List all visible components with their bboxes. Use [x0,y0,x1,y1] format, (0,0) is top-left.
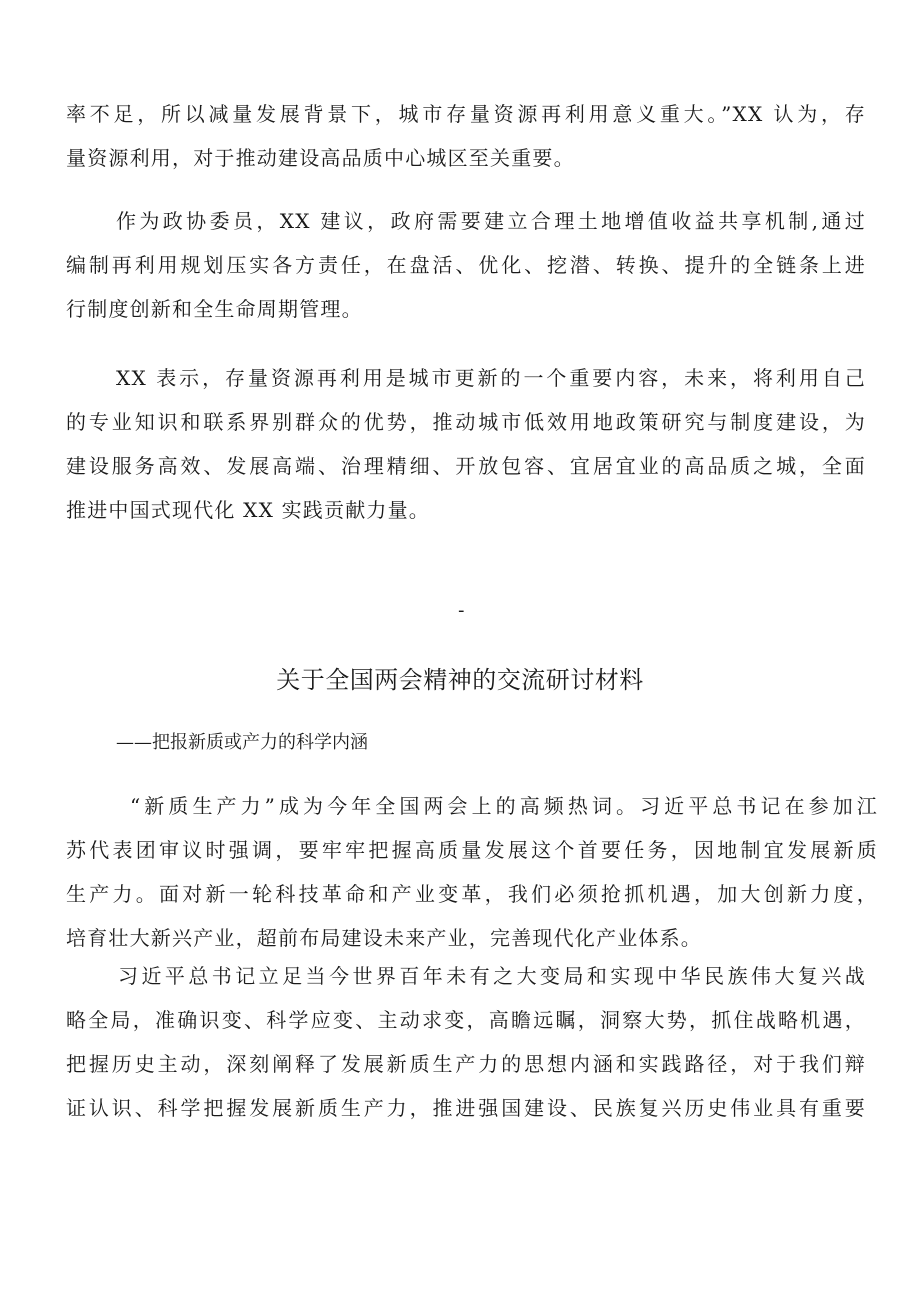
text-line: 把握历史主动，深刻阐释了发展新质生产力的思想内涵和实践路径，对于我们辩 [66,1052,866,1076]
text-line: 的专业知识和联系界别群众的优势，推动城市低效用地政策研究与制度建设，为 [66,410,866,434]
section-title: 关于全国两会精神的交流研讨材料 [276,666,644,694]
text-line: 行制度创新和全生命周期管理。 [66,297,363,321]
paragraph-5 [66,954,866,1130]
text-line: 证认识、科学把握发展新质生产力，推进强国建设、民族复兴历史伟业具有重要 [66,1096,866,1120]
text-line: 生产力。面对新一轮科技革命和产业变革，我们必须抢抓机遇，加大创新力度， [66,882,878,906]
text-line: 建设服务高效、发展高端、治理精细、开放包容、宜居宜业的高品质之城，全面 [66,454,866,478]
text-line: 推进中国式现代化 XX 实践贡献力量。 [66,498,430,522]
text-line: XX 表示，存量资源再利用是城市更新的一个重要内容，未来，将利用自己 [116,366,866,390]
text-line: 编制再利用规划压实各方责任，在盘活、优化、挖潜、转换、提升的全链条上进 [66,253,866,277]
text-line: 量资源利用，对于推动建设高品质中心城区至关重要。 [66,146,575,170]
text-line: 习近平总书记立足当今世界百年未有之大变局和实现中华民族伟大复兴战 [118,964,866,988]
paragraph-1 [66,92,866,180]
text-line: 苏代表团审议时强调，要牢牢把握高质量发展这个首要任务，因地制宜发展新质 [66,838,878,862]
section-subtitle: ——把报新质或产力的科学内涵 [116,732,368,753]
paragraph-2 [66,199,866,331]
text-line: 略全局，准确识变、科学应变、主动求变，高瞻远瞩，洞察大势，抓住战略机遇， [66,1008,866,1032]
paragraph-3 [66,356,866,532]
paragraph-4 [66,784,878,960]
text-line: 作为政协委员，XX 建议，政府需要建立合理土地增值收益共享机制,通过 [116,209,866,233]
text-line: 培育壮大新兴产业，超前布局建设未来产业，完善现代化产业体系。 [66,926,702,950]
section-separator: - [458,600,465,621]
text-line: “新质生产力”成为今年全国两会上的高频热词。习近平总书记在参加江 [130,794,878,818]
text-line: 率不足，所以减量发展背景下，城市存量资源再利用意义重大。”XX 认为，存 [66,102,866,126]
